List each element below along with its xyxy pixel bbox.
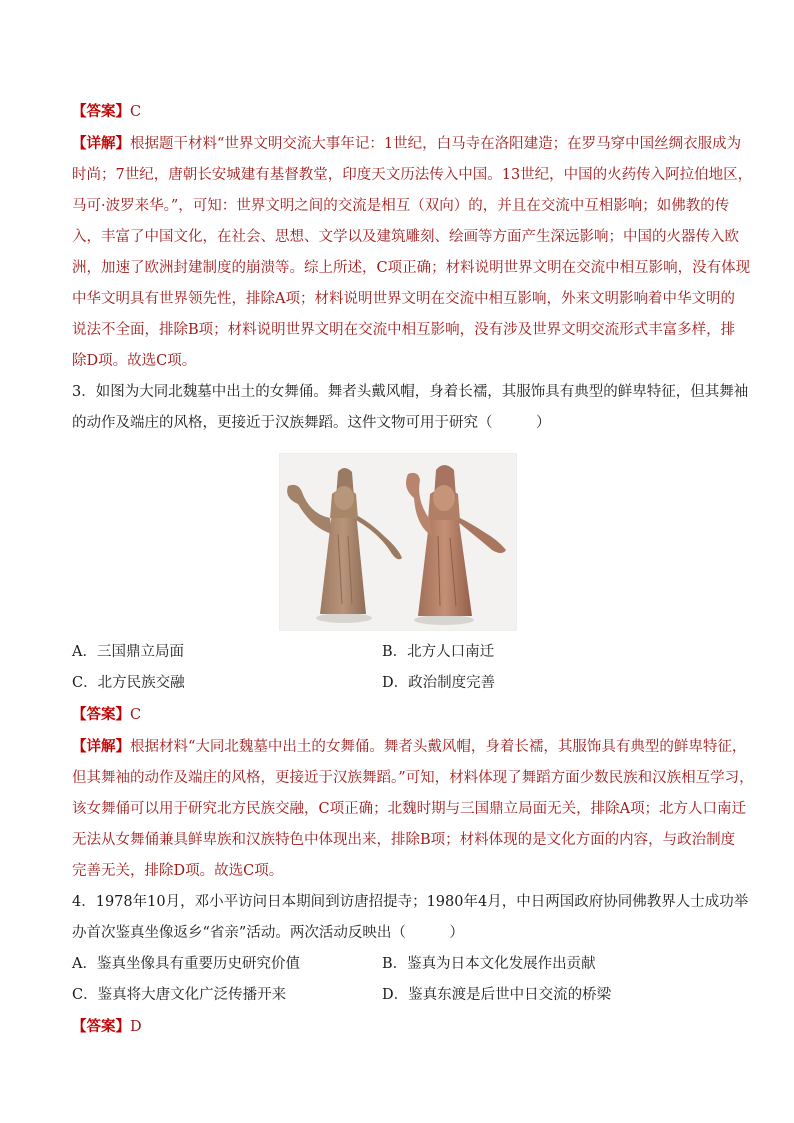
right-figurine [406, 465, 506, 625]
option-a[interactable]: A．鉴真坐像具有重要历史研究价值 [72, 956, 300, 972]
answer-line [72, 699, 727, 731]
question-stem: 办首次鉴真坐像返乡“省亲”活动。两次活动反映出（ ） [72, 925, 464, 941]
answer-tag: 【答案】 [72, 103, 130, 120]
detail-text: 但其舞袖的动作及端庄的风格，更接近于汉族舞蹈。”可知，材料体现了舞蹈方面少数民族和汉族相互学习， [72, 770, 754, 786]
detail-text: 根据题干材料“世界文明交流大事年记：1世纪，白马寺在洛阳建造；在罗马穿中国丝绸衣服成为 [130, 136, 742, 152]
left-figurine [287, 468, 402, 623]
detail-text: 根据材料“大同北魏墓中出土的女舞俑。舞者头戴风帽，身着长襦，其服饰具有典型的鲜卑特征， [130, 739, 747, 755]
document-page [72, 96, 754, 1043]
question-stem: 3．如图为大同北魏墓中出土的女舞俑。舞者头戴风帽，身着长襦，其服饰具有典型的鲜卑特征，但其舞袖 [72, 384, 749, 400]
detail-text: 完善无关，排除D项。故选C项。 [72, 863, 284, 879]
detail-line [72, 128, 742, 160]
figurines-illustration [280, 454, 516, 630]
detail-text: 除D项。故选C项。 [72, 353, 197, 369]
detail-tag: 【详解】 [72, 135, 130, 152]
detail-text: 马可·波罗来华。”，可知：世界文明之间的交流是相互（双向）的，并且在交流中互相影响；如佛教的传 [72, 198, 730, 214]
options-row [72, 637, 727, 668]
detail-text: 入，丰富了中国文化，在社会、思想、文学以及建筑雕刻、绘画等方面产生深远影响；中国的火器传入欧 [72, 229, 739, 245]
answer-value: C [130, 104, 142, 120]
option-c[interactable]: C．鉴真将大唐文化广泛传播开来 [72, 987, 287, 1003]
detail-tag: 【详解】 [72, 738, 130, 755]
answer-value: C [130, 707, 142, 723]
answer-line [72, 96, 727, 128]
detail-text: 无法从女舞俑兼具鲜卑族和汉族特色中体现出来，排除B项；材料体现的是文化方面的内容，与政治制度 [72, 832, 736, 848]
options-row [72, 668, 727, 699]
option-b[interactable]: B．鉴真为日本文化发展作出贡献 [382, 956, 596, 972]
option-d[interactable]: D．政治制度完善 [382, 675, 496, 691]
option-a[interactable]: A．三国鼎立局面 [72, 644, 184, 660]
answer-tag: 【答案】 [72, 706, 130, 723]
answer-value: D [130, 1019, 142, 1035]
question-stem: 的动作及端庄的风格，更接近于汉族舞蹈。这件文物可用于研究（ ） [72, 415, 551, 431]
detail-text: 说法不全面，排除B项；材料说明世界文明在交流中相互影响，没有涉及世界文明交流形式丰富多样，排 [72, 322, 736, 338]
answer-tag: 【答案】 [72, 1018, 130, 1035]
detail-text: 该女舞俑可以用于研究北方民族交融，C项正确；北魏时期与三国鼎立局面无关，排除A项；北方人口南迁 [72, 801, 747, 817]
options-row [72, 949, 727, 980]
detail-text: 洲，加速了欧洲封建制度的崩溃等。综上所述，C项正确；材料说明世界文明在交流中相互影响，没有体现 [72, 260, 751, 276]
option-b[interactable]: B．北方人口南迁 [382, 644, 495, 660]
option-c[interactable]: C．北方民族交融 [72, 675, 185, 691]
detail-text: 中华文明具有世界领先性，排除A项；材料说明世界文明在交流中相互影响，外来文明影响着中华文明的 [72, 291, 735, 307]
options-row [72, 980, 727, 1011]
question-stem: 4．1978年10月，邓小平访问日本期间到访唐招提寺；1980年4月，中日两国政府协同佛教界人士成功举 [72, 894, 749, 910]
answer-line [72, 1011, 727, 1043]
option-d[interactable]: D．鉴真东渡是后世中日交流的桥梁 [382, 987, 612, 1003]
detail-line [72, 731, 747, 763]
detail-text: 时尚；7世纪，唐朝长安城建有基督教堂，印度天文历法传入中国。13世纪，中国的火药传入阿拉伯地区， [72, 167, 753, 183]
dancer-figurines-photo [279, 453, 517, 631]
